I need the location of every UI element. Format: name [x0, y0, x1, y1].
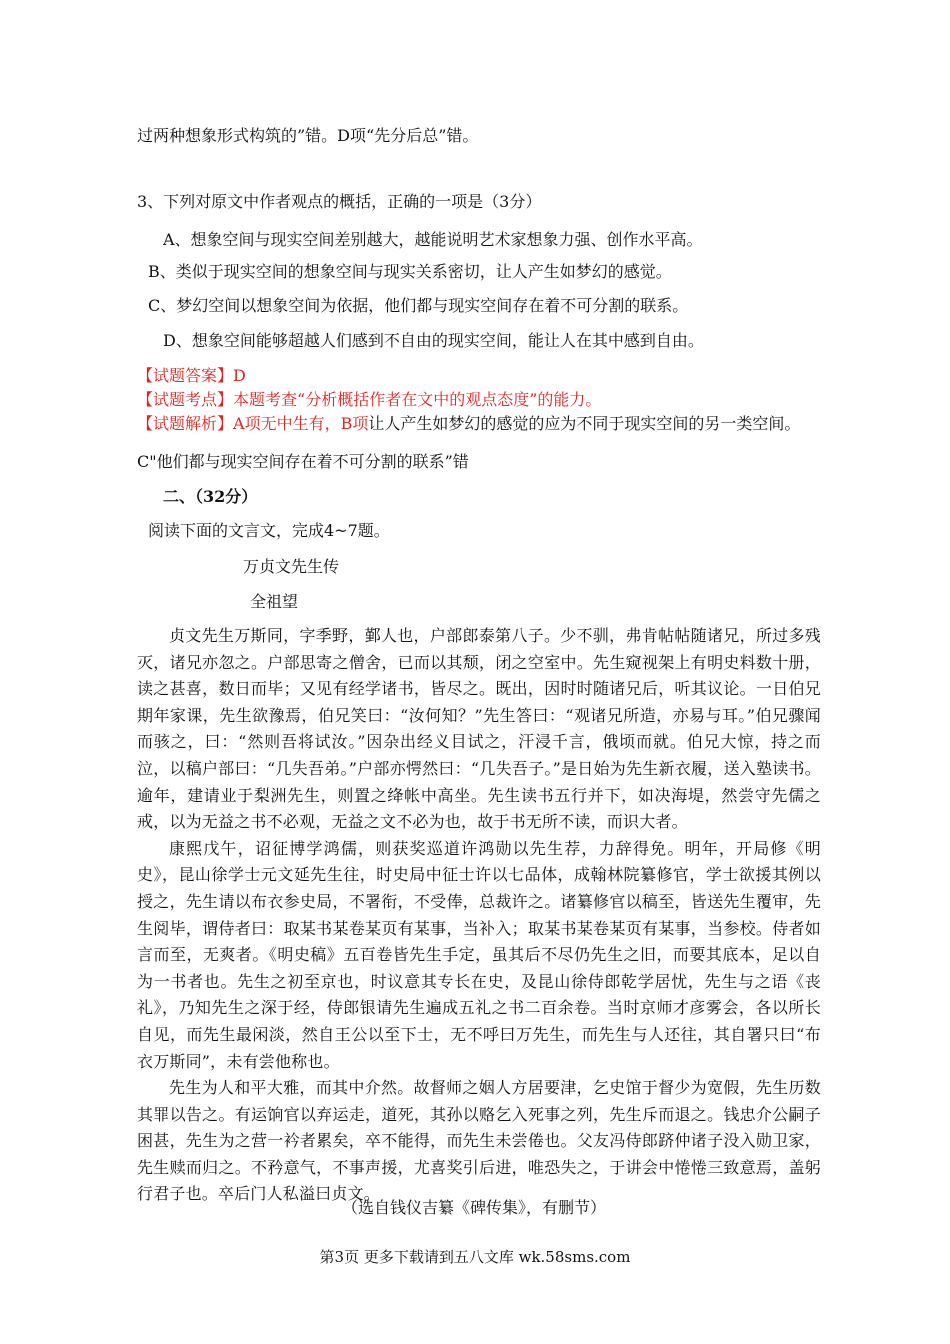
passage-paragraph-2: 康熙戊午，诏征博学鸿儒，则获奖巡道许鸿勋以先生荐，力辞得免。明年，开局修《明史》，昆山徐学士元文延先生往，时史局中征士许以七品体，成翰林院纂修官，学士欲援其例以授之，先生请以布衣参史局，不署衔，不受俸，总裁许之。诸纂修官以稿至，皆送先生覆审，先生阅毕，谓侍者曰：取某书某卷某页有某事，当补入；取某书某卷某页有某事，当参校。侍者如言而至，无爽者。《明史稿》五百卷皆先生手定，虽其后不尽仍先生之旧，而要其底本，足以自为一书者也。先生之初至京也，时议意其专长在史，及昆山徐侍郎乾学居忧，先生与之语《丧礼》，乃知先生之深于经，侍郎银请先生遍成五礼之书二百余卷。当时京师才彦雾会，各以所长自见，而先生最闲淡，然自王公以至下士，无不呼曰万先生，而先生与人还往，其自署只曰“布衣万斯同”，未有尝他称也。: [137, 838, 821, 1071]
point-line: [137, 389, 601, 411]
analysis-black-text: 让人产生如梦幻的感觉的应为不同于现实空间的另一类空间。: [368, 414, 801, 433]
passage-title: 万贞文先生传: [243, 557, 340, 576]
answer-label: 【试题答案】: [137, 366, 234, 385]
analysis-line: [137, 413, 800, 435]
passage-paragraph-1: 贞文先生万斯同，字季野，鄞人也，户部郎泰第八子。少不驯，弗肯帖帖随诸兄，所过多残灭，诸兄亦忽之。户部思寄之僧舍，已而以其颓，闭之空室中。先生窥视架上有明史料数十册，读之甚喜，数日而毕；又见有经学诸书，皆尽之。既出，因时时随诸兄后，听其议论。一日伯兄期年家课，先生欲豫焉，伯兄笑曰：“汝何知？”先生答曰：“观诸兄所造，亦易与耳。”伯兄骤闻而骇之，曰：“然则吾将试汝。”因杂出经义目试之，汗浸千言，俄顷而就。伯兄大惊，持之而泣，以稿户部曰：“几失吾弟。”户部亦愕然曰：“几失吾子。”是日始为先生新衣履，送入塾读书。逾年，建请业于梨洲先生，则置之绛帐中高坐。先生读书五行并下，如决海堤，然尝守先儒之戒，以为无益之书不必观，无益之文不必为也，故于书无所不读，而识大者。: [137, 626, 821, 832]
point-label: 【试题考点】: [137, 390, 234, 409]
passage-source: （选自钱仪吉纂《碑传集》，有删节）: [342, 1198, 607, 1217]
continuation-line: 过两种想象形式构筑的”错。D项“先分后总”错。: [137, 126, 479, 145]
question-3-stem: 3、下列对原文中作者观点的概括，正确的一项是（3分）: [137, 192, 542, 211]
point-value: 本题考查“分析概括作者在文中的观点态度”的能力。: [233, 390, 602, 409]
option-d: D、想象空间能够超越人们感到不自由的现实空间，能让人在其中感到自由。: [163, 331, 704, 350]
answer-value: D: [233, 366, 246, 385]
option-b: B、类似于现实空间的想象空间与现实关系密切，让人产生如梦幻的感觉。: [148, 262, 672, 281]
analysis-label: 【试题解析】: [137, 414, 234, 433]
option-a: A、想象空间与现实空间差别越大，越能说明艺术家想象力强、创作水平高。: [163, 230, 703, 249]
passage-body: [137, 623, 821, 1208]
option-c: C、梦幻空间以想象空间为依据，他们都与现实空间存在着不可分割的联系。: [148, 296, 689, 315]
analysis-continuation: C"他们都与现实空间存在着不可分割的联系”错: [137, 452, 469, 471]
answer-line: [137, 365, 246, 387]
page-footer: 第3页 更多下载请到五八文库 wk.58sms.com: [319, 1248, 631, 1266]
passage-paragraph-3: 先生为人和平大雅，而其中介然。故督师之姻人方居要津，乞史馆于督少为宽假，先生历数其罪以告之。有运饷官以弃运走，道死，其孙以赂乞入死事之列，先生斥而退之。钱忠介公嗣子困甚，先生为之营一衿者累矣，卒不能得，而先生未尝倦也。父友冯侍郎跻仲诸子没入勋卫家，先生赎而归之。不矜意气，不事声援，尤喜奖引后进，唯恐失之，于讲会中惓惓三致意焉，盖躬行君子也。卒后门人私溢曰贞文。: [137, 1078, 821, 1204]
section-heading: 二、（32分）: [163, 487, 258, 506]
reading-instruction: 阅读下面的文言文，完成4~7题。: [148, 521, 390, 540]
analysis-red-text: A项无中生有，B项: [233, 414, 369, 433]
passage-author: 全祖望: [250, 592, 299, 611]
